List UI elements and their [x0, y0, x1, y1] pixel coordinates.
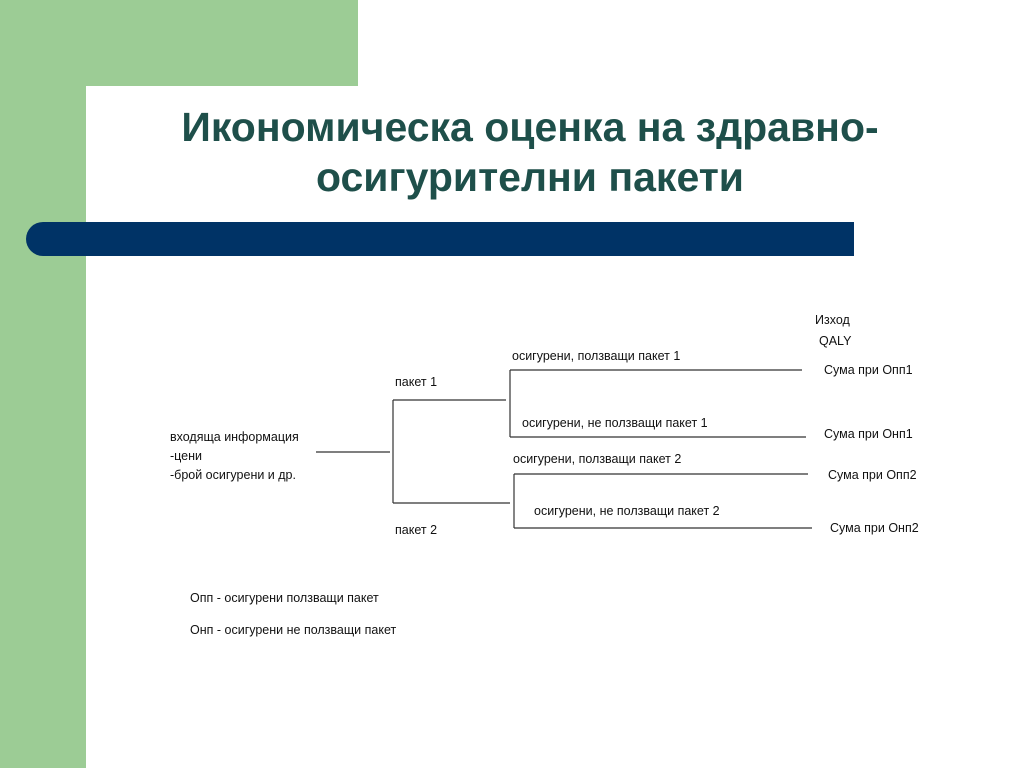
legend-opp: Опп - осигурени ползващи пакет [190, 591, 379, 605]
input-info-line-2: -цени [170, 449, 203, 463]
package2-label: пакет 2 [395, 523, 438, 537]
outcome-onp2: Сума при Онп2 [830, 521, 919, 535]
p1-nonusers-label: осигурени, не ползващи пакет 1 [522, 416, 708, 430]
outcome-onp1: Сума при Онп1 [824, 427, 913, 441]
input-info-line-1: входяща информация [170, 430, 299, 444]
title-line-1: Икономическа оценка на здравно- [181, 104, 879, 150]
p2-nonusers-label: осигурени, не ползващи пакет 2 [534, 504, 720, 518]
package1-label: пакет 1 [395, 375, 438, 389]
outcome-opp1: Сума при Опп1 [824, 363, 913, 377]
outcome-header-line-2: QALY [819, 334, 852, 348]
title-line-2: осигурителни пакети [315, 154, 745, 200]
outcome-opp2: Сума при Опп2 [828, 468, 917, 482]
legend-onp: Онп - осигурени не ползващи пакет [190, 623, 397, 637]
p1-users-label: осигурени, ползващи пакет 1 [512, 349, 681, 363]
p2-users-label: осигурени, ползващи пакет 2 [513, 452, 682, 466]
outcome-header-line-1: Изход [815, 313, 850, 327]
input-info-line-3: -брой осигурени и др. [170, 468, 296, 482]
